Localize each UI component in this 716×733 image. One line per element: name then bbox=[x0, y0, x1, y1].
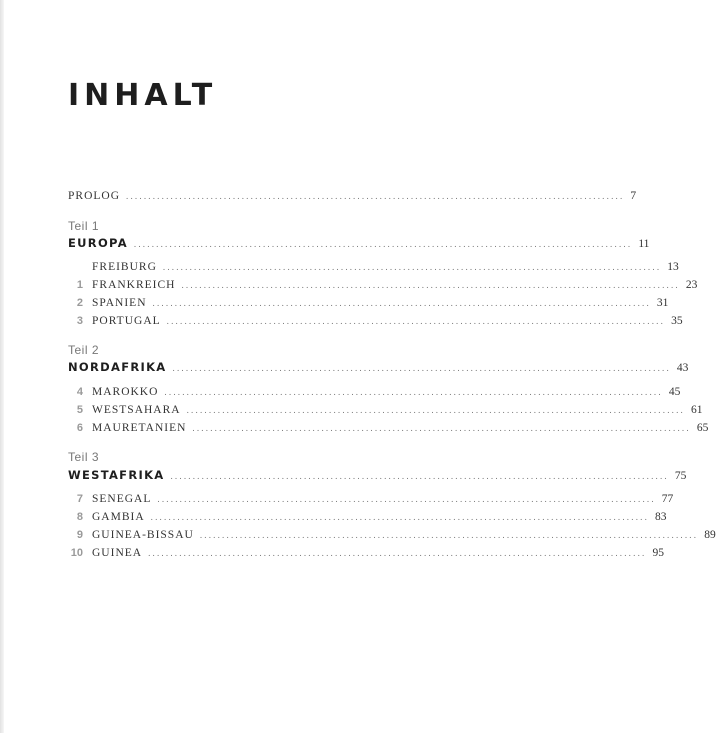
dot-leader: ................................................................................................................ bbox=[126, 191, 625, 201]
chapter-title: MAROKKO bbox=[92, 386, 159, 398]
dot-leader: ................................................................................................................ bbox=[162, 262, 662, 272]
chapter-number: 4 bbox=[76, 386, 83, 398]
chapter-title: GUINEA-BISSAU bbox=[92, 529, 194, 541]
chapter-number: 10 bbox=[70, 547, 83, 559]
dot-leader: ................................................................................................................ bbox=[157, 494, 656, 504]
chapter-number: 6 bbox=[76, 422, 83, 434]
toc-chapter[interactable] bbox=[68, 402, 703, 418]
dot-leader: ................................................................................................................ bbox=[148, 548, 647, 558]
toc-page-number: 95 bbox=[652, 547, 664, 559]
toc-chapter[interactable] bbox=[68, 545, 664, 561]
toc-part-nordafrika[interactable] bbox=[68, 359, 689, 375]
dot-leader: ................................................................................................................ bbox=[199, 530, 699, 540]
dot-leader: ................................................................................................................ bbox=[164, 387, 663, 397]
toc-chapter[interactable] bbox=[68, 384, 681, 400]
toc-chapter[interactable] bbox=[68, 420, 709, 436]
dot-leader: ................................................................................................................ bbox=[186, 405, 685, 415]
chapter-title: GUINEA bbox=[92, 547, 143, 559]
page-spine-shadow bbox=[0, 0, 4, 733]
dot-leader: ................................................................................................................ bbox=[133, 239, 633, 249]
dot-leader: ................................................................................................................ bbox=[172, 363, 671, 373]
chapter-title: FREIBURG bbox=[92, 261, 157, 273]
part-label: Teil 1 bbox=[68, 219, 100, 233]
toc-page-number: 61 bbox=[691, 404, 703, 416]
chapter-number: 2 bbox=[76, 297, 83, 309]
toc-page-number: 35 bbox=[671, 315, 683, 327]
toc-page-number: 23 bbox=[685, 279, 698, 291]
chapter-number: 1 bbox=[76, 279, 83, 291]
chapter-number: 8 bbox=[76, 511, 83, 523]
chapter-title: SENEGAL bbox=[92, 493, 152, 505]
part-label: Teil 3 bbox=[68, 450, 100, 464]
dot-leader: ................................................................................................................ bbox=[150, 512, 650, 522]
toc-chapter[interactable] bbox=[68, 527, 716, 543]
toc-chapter[interactable] bbox=[68, 277, 698, 293]
toc-page-number: 75 bbox=[674, 470, 687, 482]
dot-leader: ................................................................................................................ bbox=[181, 280, 680, 290]
chapter-title: MAURETANIEN bbox=[92, 422, 187, 434]
toc-page-number: 13 bbox=[667, 261, 679, 273]
toc-chapter[interactable] bbox=[68, 491, 674, 507]
chapter-title: PORTUGAL bbox=[92, 315, 161, 327]
toc-part-westafrika[interactable] bbox=[68, 467, 687, 483]
toc-entry-label: PROLOG bbox=[68, 190, 121, 202]
chapter-number: 7 bbox=[76, 493, 83, 505]
toc-part-title: WESTAFRIKA bbox=[68, 468, 165, 482]
dot-leader: ................................................................................................................ bbox=[152, 298, 651, 308]
toc-page-number: 7 bbox=[630, 190, 637, 202]
chapter-number: 9 bbox=[76, 529, 83, 541]
toc-page-number: 11 bbox=[638, 238, 650, 250]
toc-part-title: EUROPA bbox=[68, 236, 128, 250]
toc-page-number: 83 bbox=[655, 511, 667, 523]
dot-leader: ................................................................................................................ bbox=[192, 423, 691, 433]
chapter-title: FRANKREICH bbox=[92, 279, 176, 291]
toc-page-number: 45 bbox=[668, 386, 681, 398]
chapter-title: SPANIEN bbox=[92, 297, 147, 309]
toc-page-number: 43 bbox=[676, 362, 689, 374]
dot-leader: ................................................................................................................ bbox=[166, 316, 666, 326]
toc-page-number: 89 bbox=[704, 529, 716, 541]
chapter-number: 3 bbox=[76, 315, 83, 327]
toc-chapter[interactable] bbox=[68, 509, 667, 525]
toc-chapter[interactable] bbox=[68, 313, 683, 329]
toc-chapter[interactable] bbox=[68, 259, 679, 275]
toc-page-number: 31 bbox=[656, 297, 669, 309]
chapter-title: WESTSAHARA bbox=[92, 404, 181, 416]
toc-entry-prolog[interactable] bbox=[68, 188, 637, 204]
toc-part-europa[interactable] bbox=[68, 235, 650, 251]
chapter-number: 5 bbox=[76, 404, 83, 416]
toc-page-number: 65 bbox=[696, 422, 709, 434]
part-label: Teil 2 bbox=[68, 343, 100, 357]
chapter-title: GAMBIA bbox=[92, 511, 145, 523]
dot-leader: ................................................................................................................ bbox=[170, 471, 669, 481]
toc-chapter[interactable] bbox=[68, 295, 669, 311]
toc-page-number: 77 bbox=[661, 493, 674, 505]
toc-part-title: NORDAFRIKA bbox=[68, 360, 167, 374]
page-title: INHALT bbox=[68, 78, 218, 113]
